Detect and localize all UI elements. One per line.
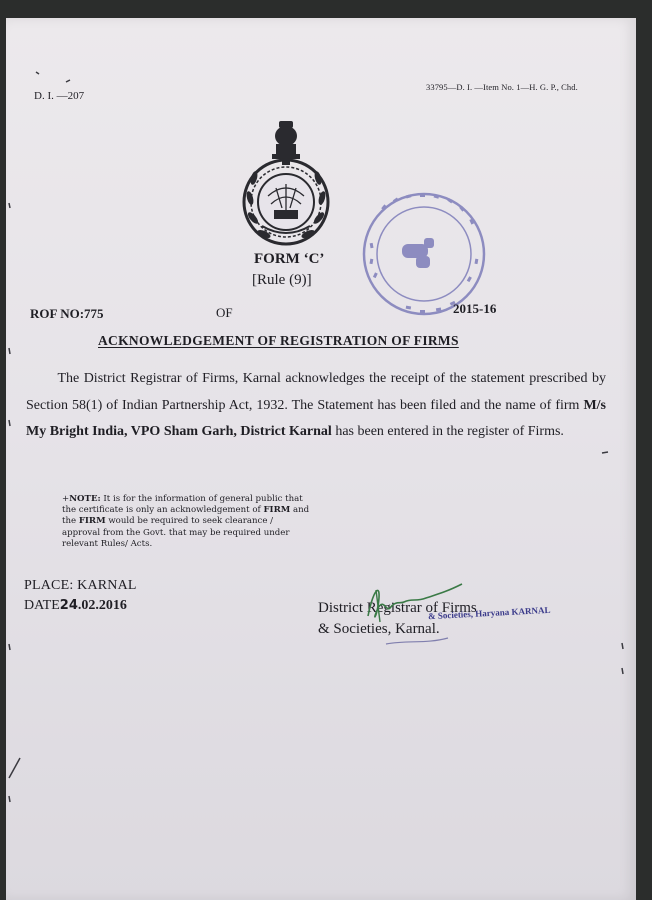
date-label: DATE [24,598,60,613]
note-plus-icon: + [62,494,70,504]
date-day: 24 [59,598,78,613]
note-text-3: would be required to seek clearance / approval from the Govt. that may be required under relevant Rules/ Acts. [62,516,290,549]
form-title: FORM ‘C’ [254,251,325,267]
registration-year: 2015-16 [453,301,497,316]
note-text-2: and the [62,505,310,527]
firm-name: M/s My Bright India, VPO Sham Garh, District Karnal [26,397,606,439]
stamp-overlay: & Societies, Haryana KARNAL [427,604,551,622]
body-part-1: The District Registrar of Firms, Karnal acknowledges the receipt of the statement prescribed by Section 58(1) of Indian Partnership Act, 1932. The Statement has been filed and the name of firm [26,371,607,413]
date-rest: .02.2016 [77,598,127,613]
rof-number: ROF NO:775 [30,306,104,321]
note-label: NOTE: [69,494,101,504]
form-code-left: D. I. —207 [34,90,85,102]
place-line: PLACE: KARNAL [24,578,137,593]
registrar-line-1: District Registrar of Firms [318,600,477,616]
form-code-right: 33795—D. I. —Item No. 1—H. G. P., Chd. [426,82,578,92]
note-firm-1: FIRM [263,505,291,516]
note-firm-2: FIRM [78,516,106,527]
registrar-line-2: & Societies, Karnal. [318,621,440,637]
body-part-2: has been entered in the register of Firms. [331,424,564,439]
note-text-1: It is for the information of general public that the certificate is only an acknowledgement of [62,494,303,516]
document-page [6,18,636,900]
margin-marks [6,18,636,900]
form-rule: [Rule (9)] [252,272,312,288]
document-heading: ACKNOWLEDGEMENT OF REGISTRATION OF FIRMS [98,333,459,348]
of-label: OF [216,305,233,320]
